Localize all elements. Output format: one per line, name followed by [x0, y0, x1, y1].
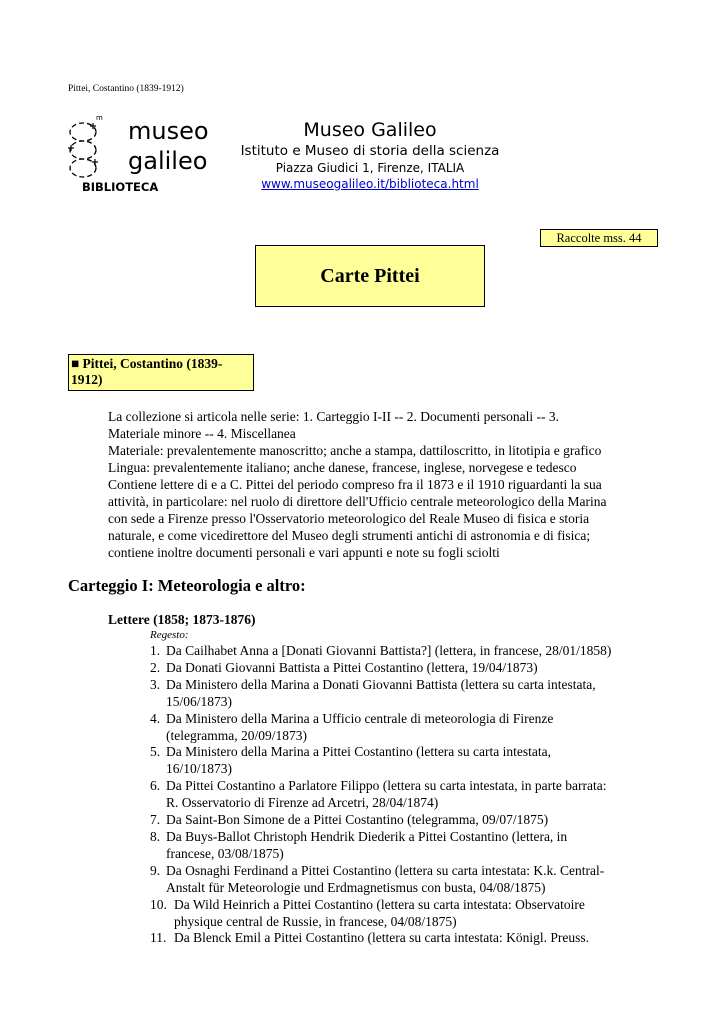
description-line: attività, in particolare: nel ruolo di direttore dell'Ufficio centrale meteorologico della Marina — [108, 494, 607, 509]
description-line: Contiene lettere di e a C. Pittei del periodo compreso fra il 1873 e il 1910 riguardanti la sua — [108, 477, 602, 492]
regesto-label: Regesto: — [150, 629, 189, 641]
person-heading-line-1: ■ Pittei, Costantino (1839- — [71, 356, 223, 371]
list-item-text: Da Cailhabet Anna a [Donati Giovanni Battista?] (lettera, in francese, 28/01/1858) — [166, 643, 612, 658]
shelfmark-badge: Raccolte mss. 44 — [540, 229, 658, 247]
list-item-text: Da Blenck Emil a Pittei Costantino (lettera su carta intestata: Königl. Preuss. — [174, 930, 590, 946]
list-item-text: Da Osnaghi Ferdinand a Pittei Costantino (lettera su carta intestata: K.k. Central- — [166, 862, 605, 878]
collection-title: Carte Pittei — [255, 245, 485, 307]
list-item — [150, 829, 670, 863]
list-item-text: francese, 03/08/1875) — [166, 845, 284, 861]
list-item — [150, 711, 670, 745]
subsection-title: Lettere (1858; 1873-1876) — [108, 612, 256, 627]
letters-list — [150, 643, 670, 947]
list-item — [150, 778, 670, 812]
description-line: Materiale minore -- 4. Miscellanea — [108, 426, 296, 441]
list-item-text: Da Donati Giovanni Battista a Pittei Costantino (lettera, 19/04/1873) — [166, 659, 538, 675]
list-item — [150, 660, 670, 677]
list-item-number: 3. — [150, 676, 161, 692]
logo-mark-letter: m — [96, 114, 103, 122]
list-item — [150, 677, 670, 711]
list-item-text: 16/10/1873) — [166, 761, 232, 777]
list-item-text: Da Ministero della Marina a Ufficio centrale di meteorologia di Firenze — [166, 710, 554, 726]
list-item-text: R. Osservatorio di Firenze ad Arcetri, 28/04/1874) — [166, 795, 439, 811]
list-item-text: Da Pittei Costantino a Parlatore Filippo (lettera su carta intestata, in parte barrata: — [166, 778, 607, 794]
museo-galileo-logo — [66, 116, 226, 196]
institution-header — [230, 118, 510, 192]
list-item-number: 2. — [150, 659, 161, 675]
list-item-text: Da Saint-Bon Simone de a Pittei Costantino (telegramma, 09/07/1875) — [166, 812, 549, 828]
description-line: naturale, e come vicedirettore del Museo degli strumenti antichi di astronomia e di fisica; — [108, 528, 591, 543]
list-item-number: 5. — [150, 744, 161, 760]
list-item — [150, 863, 670, 897]
institution-address: Piazza Giudici 1, Firenze, ITALIA — [275, 161, 465, 175]
institution-subtitle: Istituto e Museo di storia della scienza — [240, 143, 500, 159]
person-heading — [68, 354, 254, 391]
collection-description — [108, 408, 668, 561]
library-website-link[interactable]: www.museogalileo.it/biblioteca.html — [261, 177, 479, 191]
list-item-number: 11. — [150, 930, 167, 946]
logo-word-galileo: galileo — [128, 147, 208, 175]
list-item-number: 8. — [150, 828, 161, 844]
list-item-number: 7. — [150, 812, 161, 828]
list-item-text: 15/06/1873) — [166, 693, 232, 709]
list-item — [150, 744, 670, 778]
description-line: con sede a Firenze presso l'Osservatorio meteorologico del Reale Museo di fisica e storia — [108, 511, 590, 526]
list-item — [150, 897, 670, 931]
description-line: La collezione si articola nelle serie: 1. Carteggio I-II -- 2. Documenti personali -- 3. — [108, 409, 559, 424]
list-item — [150, 643, 670, 660]
logo-library-label: BIBLIOTECA — [82, 180, 159, 194]
list-item — [150, 930, 670, 947]
description-line: Lingua: prevalentemente italiano; anche danese, francese, inglese, norvegese e tedesco — [108, 460, 577, 475]
list-item-number: 6. — [150, 778, 161, 794]
list-item-text: (telegramma, 20/09/1873) — [166, 727, 307, 743]
list-item-number: 4. — [150, 710, 161, 726]
description-line: contiene inoltre documenti personali e vari appunti e note su fogli sciolti — [108, 545, 500, 560]
logo-mark-icon — [66, 118, 106, 182]
institution-name: Museo Galileo — [303, 119, 437, 141]
list-item-text: physique central de Russie, in francese, 04/08/1875) — [174, 913, 457, 929]
list-item — [150, 812, 670, 829]
list-item-text: Anstalt für Meteorologie und Erdmagnetismus con busta, 04/08/1875) — [166, 879, 546, 895]
list-item-text: Da Wild Heinrich a Pittei Costantino (lettera su carta intestata: Observatoire — [174, 896, 585, 912]
description-line: Materiale: prevalentemente manoscritto; anche a stampa, dattiloscritto, in litotipia e grafico — [108, 443, 602, 458]
list-item-number: 9. — [150, 862, 161, 878]
section-title: Carteggio I: Meteorologia e altro: — [68, 576, 306, 595]
list-item-text: Da Ministero della Marina a Donati Giovanni Battista (lettera su carta intestata, — [166, 676, 596, 692]
running-header: Pittei, Costantino (1839-1912) — [68, 84, 184, 94]
list-item-text: Da Ministero della Marina a Pittei Costantino (lettera su carta intestata, — [166, 744, 552, 760]
list-item-number: 10. — [150, 896, 167, 912]
person-heading-line-2: 1912) — [71, 372, 103, 387]
list-item-number: 1. — [150, 643, 161, 658]
list-item-text: Da Buys-Ballot Christoph Hendrik Diederik a Pittei Costantino (lettera, in — [166, 828, 568, 844]
logo-word-museo: museo — [128, 117, 209, 145]
